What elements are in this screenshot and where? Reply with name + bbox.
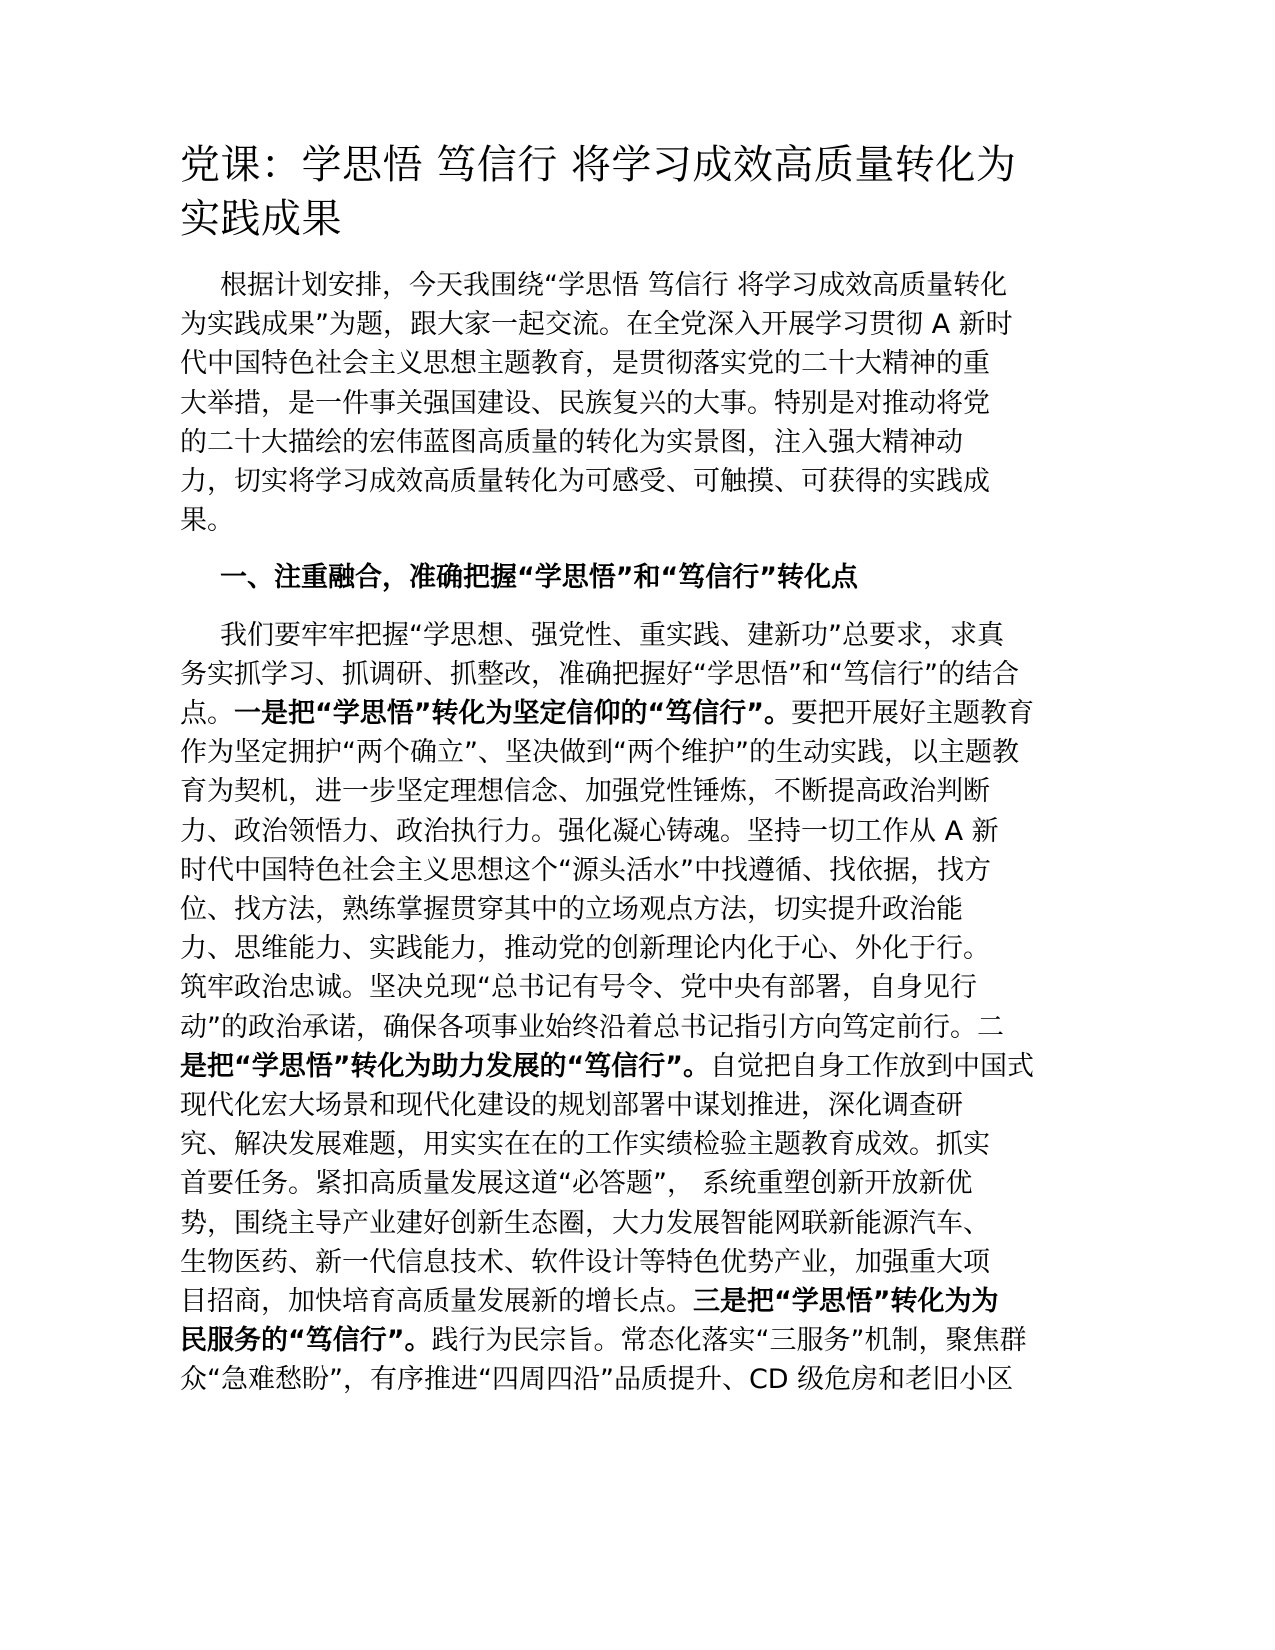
section-heading-text: 一、注重融合，准确把握“学思悟”和“笃信行”转化点 <box>220 562 858 594</box>
text-line: 的二十大描绘的宏伟蓝图高质量的转化为实景图，注入强大精神动 <box>180 426 963 458</box>
text-line: 作为坚定拥护“两个确立”、坚决做到“两个维护”的生动实践，以主题教 <box>180 737 1019 769</box>
text-line: 究、解决发展难题，用实实在在的工作实绩检验主题教育成效。抓实 <box>180 1129 990 1161</box>
text-line <box>180 1321 1060 1360</box>
text-line: 动”的政治承诺，确保各项事业始终沿着总书记指引方向笃定前行。二 <box>180 1011 1004 1043</box>
title-line: 党课：学思悟 笃信行 将学习成效高质量转化为 <box>180 142 1017 188</box>
text-line: 务实抓学习、抓调研、抓整改，准确把握好“学思悟”和“笃信行”的结合 <box>180 658 1019 690</box>
document-title <box>180 138 1060 246</box>
section-heading <box>180 558 1060 597</box>
text-line: 我们要牢牢把握“学思想、强党性、重实践、建新功”总要求，求真 <box>220 619 1004 651</box>
text-line: 首要任务。紧扣高质量发展这道“必答题”， 系统重塑创新开放新优 <box>180 1168 973 1200</box>
intro-paragraph <box>180 266 1060 540</box>
text-line: 力、政治领悟力、政治执行力。强化凝心铸魂。坚持一切工作从 A 新 <box>180 815 999 847</box>
text-segment: 践行为民宗旨。常态化落实“三服务”机制，聚焦群 <box>431 1325 1027 1357</box>
text-line: 果。 <box>180 505 234 537</box>
document-page <box>180 138 1060 1400</box>
text-line: 势，围绕主导产业建好创新生态圈，大力发展智能网联新能源汽车、 <box>180 1207 990 1239</box>
text-segment: 目招商，加快培育高质量发展新的增长点。 <box>180 1286 693 1318</box>
text-line: 代中国特色社会主义思想主题教育，是贯彻落实党的二十大精神的重 <box>180 348 990 380</box>
text-line: 位、找方法，熟练掌握贯穿其中的立场观点方法，切实提升政治能 <box>180 894 963 926</box>
text-line <box>180 1047 1060 1086</box>
text-line: 现代化宏大场景和现代化建设的规划部署中谋划推进，深化调查研 <box>180 1090 963 1122</box>
text-line: 力，切实将学习成效高质量转化为可感受、可触摸、可获得的实践成 <box>180 466 990 498</box>
text-line: 生物医药、新一代信息技术、软件设计等特色优势产业，加强重大项 <box>180 1246 990 1278</box>
title-line: 实践成果 <box>180 196 342 242</box>
text-segment: 自觉把自身工作放到中国式 <box>709 1050 1034 1082</box>
text-line: 大举措，是一件事关强国建设、民族复兴的大事。特别是对推动将党 <box>180 387 990 419</box>
text-segment: 要把开展好主题教育 <box>790 698 1034 730</box>
section-paragraph <box>180 616 1060 1400</box>
bold-point-2: 是把“学思悟”转化为助力发展的“笃信行”。 <box>180 1050 710 1082</box>
text-line: 为实践成果”为题，跟大家一起交流。在全党深入开展学习贯彻 A 新时 <box>180 309 1013 341</box>
text-segment: 点。 <box>180 698 234 730</box>
text-line: 筑牢政治忠诚。坚决兑现“总书记有号令、党中央有部署，自身见行 <box>180 972 977 1004</box>
text-line: 众“急难愁盼”，有序推进“四周四沿”品质提升、CD 级危房和老旧小区 <box>180 1364 1014 1396</box>
text-line: 育为契机，进一步坚定理想信念、加强党性锤炼，不断提高政治判断 <box>180 776 990 808</box>
text-line <box>180 1282 1060 1321</box>
text-line: 力、思维能力、实践能力，推动党的创新理论内化于心、外化于行。 <box>180 933 990 965</box>
bold-point-1: 一是把“学思悟”转化为坚定信仰的“笃信行”。 <box>234 698 791 730</box>
bold-point-3-cont: 民服务的“笃信行”。 <box>180 1325 432 1357</box>
text-line <box>180 694 1060 733</box>
text-line: 根据计划安排，今天我围绕“学思悟 笃信行 将学习成效高质量转化 <box>220 270 1008 301</box>
text-line: 时代中国特色社会主义思想这个“源头活水”中找遵循、找依据，找方 <box>180 854 991 886</box>
bold-point-3: 三是把“学思悟”转化为为 <box>693 1286 999 1318</box>
